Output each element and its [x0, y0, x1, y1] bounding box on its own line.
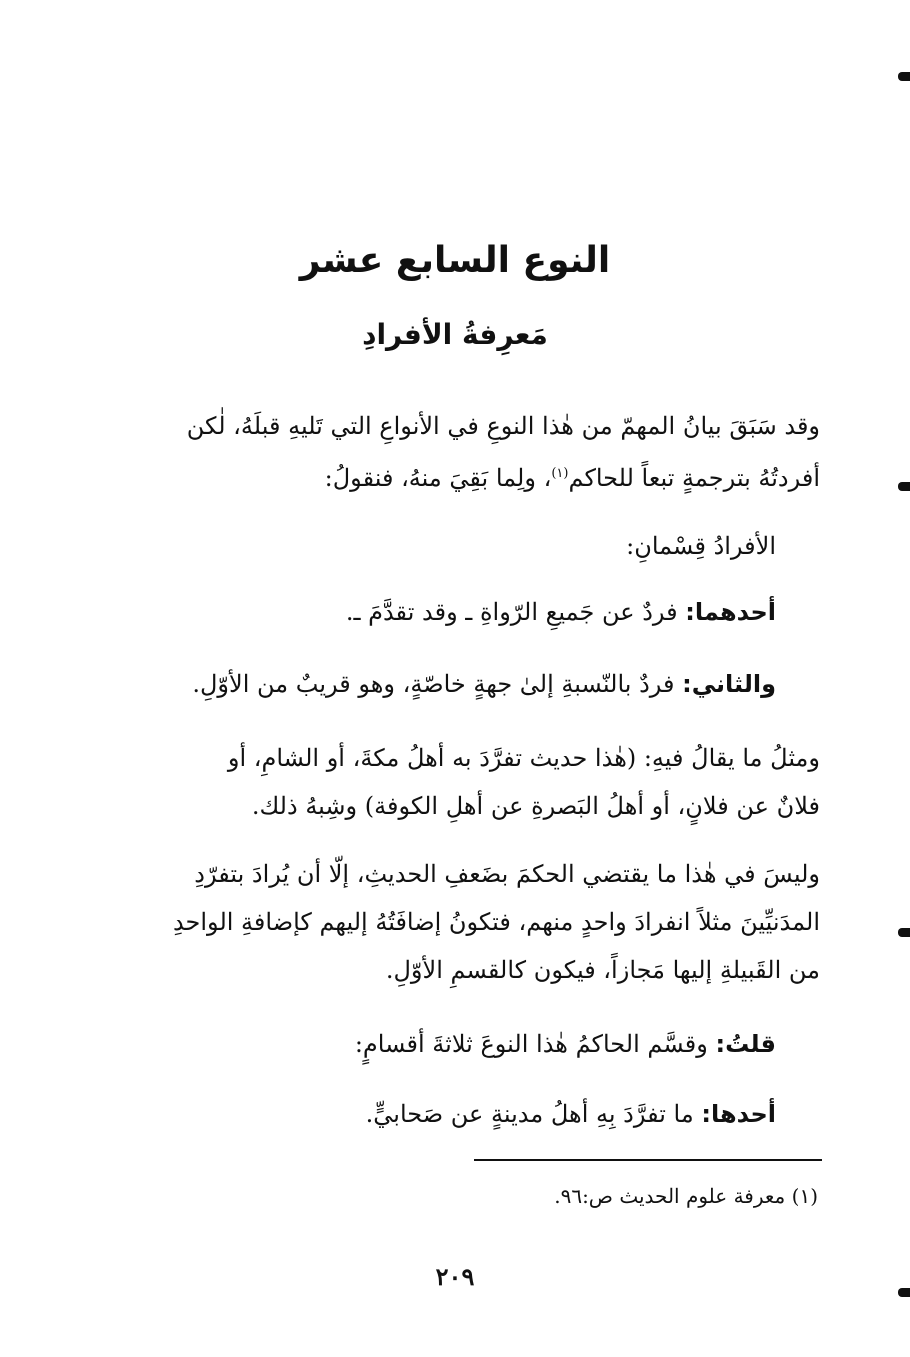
paragraph-7-label: قلتُ:	[715, 1030, 776, 1058]
paragraph-4-label: والثاني:	[682, 670, 776, 698]
scan-edge-mark	[898, 482, 910, 491]
paragraph-4-text: فردٌ بالنّسبةِ إلىٰ جهةٍ خاصّةٍ، وهو قريبٌ من الأوّلِ.	[192, 670, 675, 698]
paragraph-8	[56, 1090, 776, 1138]
scan-edge-mark	[898, 1288, 910, 1297]
chapter-title: النوع السابع عشر	[299, 240, 611, 281]
footnote: (١) معرفة علوم الحديث ص:٩٦.	[554, 1184, 818, 1208]
page-number: ٢٠٩	[435, 1262, 475, 1291]
paragraph-7	[56, 1020, 776, 1068]
paragraph-1-line-2-start: أفردتُهُ بترجمةٍ تبعاً للحاكم	[568, 464, 820, 492]
paragraph-4-line	[56, 660, 776, 708]
paragraph-7-text: وقسَّم الحاكمُ هٰذا النوعَ ثلاثةَ أقسامٍ:	[354, 1030, 708, 1058]
paragraph-3	[56, 588, 776, 636]
chapter-subtitle: مَعرِفةُ الأفرادِ	[362, 318, 548, 351]
paragraph-7-line	[56, 1020, 776, 1068]
paragraph-5-line-1: ومثلُ ما يقالُ فيهِ: (هٰذا حديث تفرَّدَ به أهلُ مكةَ، أو الشامِ، أو	[227, 744, 820, 772]
paragraph-6-line-3: من القَبيلةِ إليها مَجازاً، فيكون كالقسمِ الأوّلِ.	[385, 956, 820, 984]
paragraph-8-label: أحدها:	[701, 1100, 776, 1128]
paragraph-3-line	[56, 588, 776, 636]
paragraph-3-label: أحدهما:	[685, 598, 776, 626]
footnote-divider	[474, 1159, 822, 1161]
paragraph-1	[100, 402, 820, 502]
paragraph-8-text: ما تفرَّدَ بِهِ أهلُ مدينةٍ عن صَحابيٍّ.	[365, 1100, 694, 1128]
paragraph-8-line	[56, 1090, 776, 1138]
scan-edge-mark	[898, 928, 910, 937]
paragraph-3-text: فردٌ عن جَميعِ الرّواةِ ـ وقد تقدَّمَ ـ.	[345, 598, 678, 626]
paragraph-2	[56, 522, 776, 570]
paragraph-5	[100, 734, 820, 830]
paragraph-6-line-2: المدَنيِّينَ مثلاً انفرادَ واحدٍ منهم، فتكونُ إضافَتُهُ إليهم كإضافةِ الواحدِ	[172, 908, 820, 936]
paragraph-6	[100, 850, 820, 994]
paragraph-4	[56, 660, 776, 708]
paragraph-1-line-2	[100, 450, 820, 502]
paragraph-2-text: الأفرادُ قِسْمانِ:	[626, 532, 776, 560]
scan-edge-mark	[898, 72, 910, 81]
paragraph-1-line-2-end: ، ولِما بَقِيَ منهُ، فنقولُ:	[324, 464, 552, 492]
paragraph-1-line-1: وقد سَبَقَ بيانُ المهمّ من هٰذا النوعِ في الأنواعِ التي تَليهِ قبلَهُ، لٰكن	[186, 412, 820, 440]
paragraph-6-line-1: وليسَ في هٰذا ما يقتضي الحكمَ بضَعفِ الحديثِ، إلّا أن يُرادَ بتفرّدِ	[194, 860, 820, 888]
paragraph-5-line-2: فلانٌ عن فلانٍ، أو أهلُ البَصرةِ عن أهلِ الكوفة) وشِبهُ ذلك.	[251, 792, 820, 820]
footnote-reference: (١)	[551, 466, 569, 481]
